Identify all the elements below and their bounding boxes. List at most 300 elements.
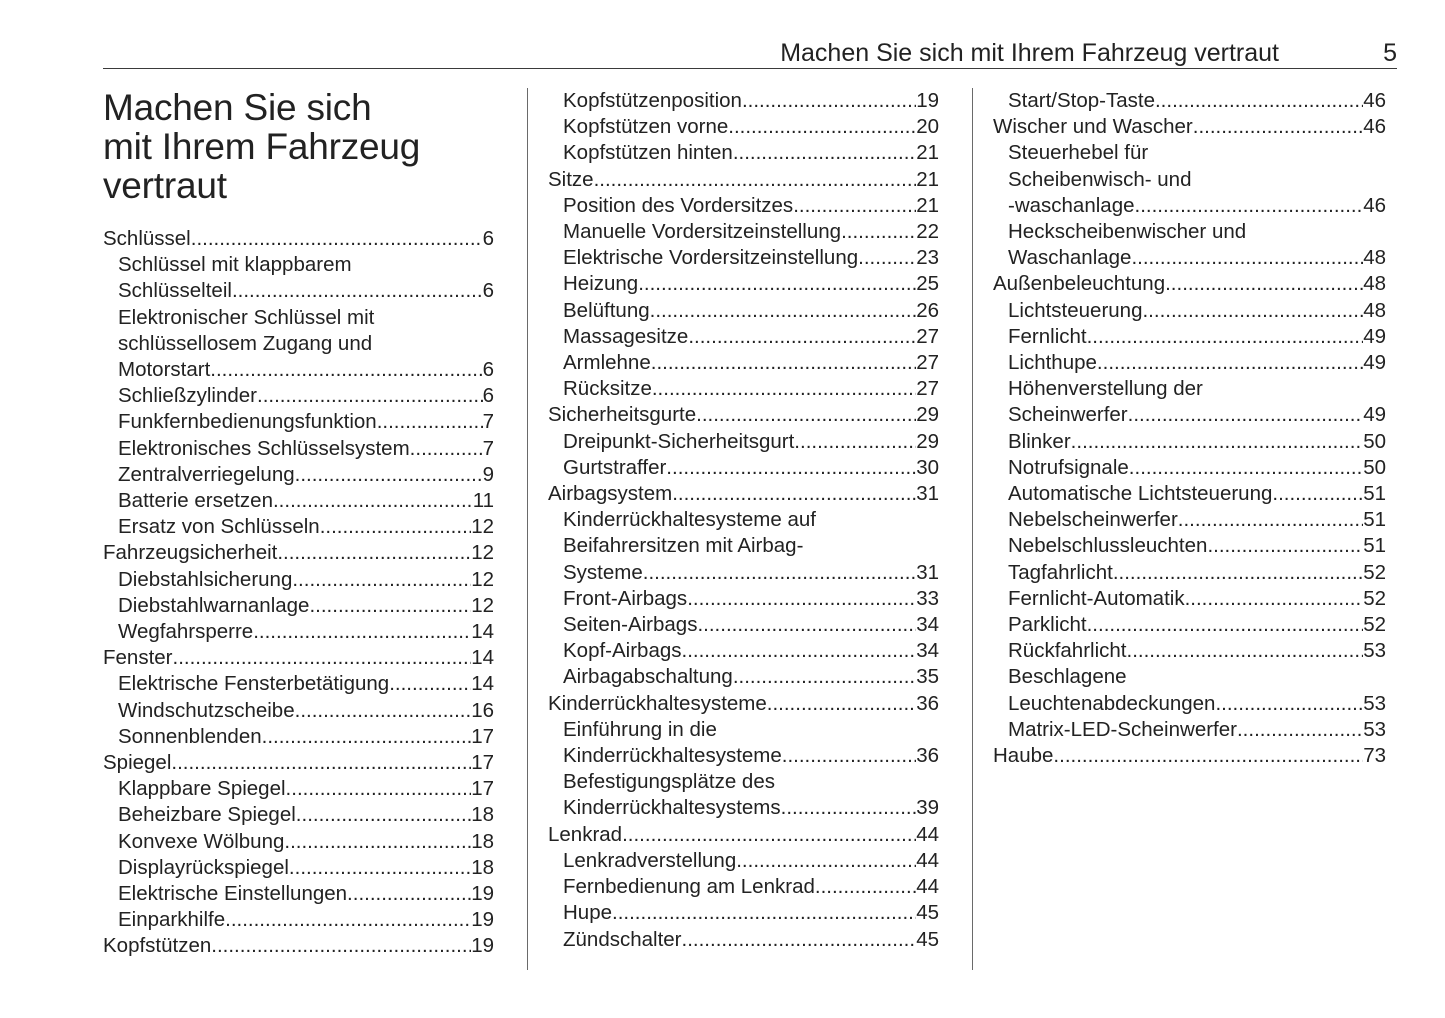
toc-page-number: 52 (1363, 586, 1386, 610)
dot-leader (1237, 717, 1363, 743)
dot-leader (638, 271, 916, 297)
toc-page-number: 18 (471, 855, 494, 879)
toc-page-number: 18 (471, 829, 494, 853)
dot-leader (1178, 507, 1363, 533)
toc-entry-line (118, 462, 494, 488)
toc-page-number: 49 (1363, 351, 1386, 375)
toc-page-number: 34 (916, 613, 939, 637)
toc-subsection-entry[interactable] (548, 88, 939, 114)
dot-leader (651, 350, 916, 376)
toc-subsection-entry[interactable] (103, 776, 494, 802)
toc-entry-line (563, 350, 939, 376)
toc-list (103, 226, 494, 960)
toc-page-number: 50 (1363, 429, 1386, 453)
toc-list (993, 88, 1386, 769)
toc-entry-line (1008, 88, 1386, 114)
toc-page-number: 11 (472, 489, 494, 513)
dot-leader (1128, 402, 1364, 428)
toc-entry-text: Klappbare Spiegel (118, 777, 286, 801)
toc-entry-text: Rückfahrlicht (1008, 639, 1127, 663)
dot-leader (347, 881, 471, 907)
dot-leader (257, 383, 483, 409)
toc-subsection-entry[interactable] (548, 848, 939, 874)
toc-entry-text: Gurtstraffer (563, 455, 667, 479)
toc-entry-line (548, 691, 939, 717)
toc-section-entry[interactable] (993, 114, 1386, 140)
toc-entry-text: Notrufsignale (1008, 455, 1129, 479)
toc-entry-text: Beheizbare Spiegel (118, 803, 296, 827)
toc-page-number: 36 (916, 744, 939, 768)
toc-entry-text: Elektrische Vordersitzeinstellung (563, 246, 859, 270)
dot-leader (733, 664, 916, 690)
toc-subsection-entry[interactable] (993, 533, 1386, 559)
toc-section-entry[interactable] (548, 691, 939, 717)
dot-leader (1097, 350, 1363, 376)
toc-page-number: 49 (1363, 403, 1386, 427)
toc-entry-text: Lichthupe (1008, 351, 1097, 375)
column-divider (527, 88, 528, 970)
toc-entry-text: Hupe (563, 901, 613, 925)
toc-entry-line (103, 540, 494, 566)
toc-entry-text: Funkfernbedienungsfunktion (118, 410, 377, 434)
toc-entry-line (563, 245, 939, 271)
toc-column-1 (103, 88, 494, 960)
toc-subsection-entry[interactable] (103, 855, 494, 881)
toc-subsection-entry[interactable] (103, 593, 494, 619)
toc-entry-text: Front-Airbags (563, 586, 688, 610)
toc-subsection-entry[interactable] (993, 560, 1386, 586)
toc-subsection-entry[interactable] (103, 514, 494, 540)
toc-entry-line (118, 829, 494, 855)
toc-subsection-entry[interactable] (548, 376, 939, 402)
toc-entry-text: Schließzylinder (118, 384, 257, 408)
toc-entry-text: Schlüsselteil (118, 279, 232, 303)
toc-entry-line (118, 698, 494, 724)
toc-subsection-entry[interactable] (993, 586, 1386, 612)
toc-entry-text: schlüssellosem Zugang und (118, 331, 373, 355)
toc-subsection-entry[interactable] (103, 724, 494, 750)
toc-entry-line (563, 219, 939, 245)
toc-entry-text: Sitze (548, 167, 594, 191)
toc-list (548, 88, 939, 953)
toc-entry-line (1008, 638, 1386, 664)
toc-page-number: 53 (1363, 639, 1386, 663)
toc-subsection-entry[interactable] (548, 769, 939, 821)
toc-subsection-entry[interactable] (993, 638, 1386, 664)
toc-entry-line (1008, 691, 1386, 717)
toc-entry-text: Scheinwerfer (1008, 403, 1128, 427)
toc-subsection-entry[interactable] (103, 881, 494, 907)
dot-leader (191, 226, 483, 252)
dot-leader (697, 612, 916, 638)
toc-section-entry[interactable] (103, 933, 494, 959)
toc-entry-line (563, 586, 939, 612)
dot-leader (296, 802, 471, 828)
toc-page-number: 19 (471, 934, 494, 958)
toc-section-entry[interactable] (103, 645, 494, 671)
toc-subsection-entry[interactable] (548, 927, 939, 953)
dot-leader (682, 927, 917, 953)
toc-entry-text: Diebstahlwarnanlage (118, 593, 310, 617)
toc-page-number: 51 (1363, 534, 1386, 558)
dot-leader (728, 114, 916, 140)
toc-subsection-entry[interactable] (548, 298, 939, 324)
toc-entry-line (103, 226, 494, 252)
toc-section-entry[interactable] (548, 481, 939, 507)
toc-subsection-entry[interactable] (103, 671, 494, 697)
toc-page-number: 45 (916, 901, 939, 925)
toc-page-number: 21 (916, 141, 939, 165)
dot-leader (289, 855, 471, 881)
toc-entry-text: Seiten-Airbags (563, 613, 698, 637)
toc-entry-text: Fenster (103, 646, 173, 670)
toc-entry-text: Haube (993, 744, 1054, 768)
toc-entry-line (563, 664, 939, 690)
dot-leader (1071, 429, 1364, 455)
toc-page-number: 17 (471, 777, 494, 801)
toc-entry-line (993, 743, 1386, 769)
dot-leader (389, 671, 471, 697)
toc-subsection-entry[interactable] (103, 619, 494, 645)
toc-entry-text: Massagesitze (563, 324, 689, 348)
dot-leader (782, 743, 916, 769)
toc-page-number: 44 (916, 875, 939, 899)
toc-entry-line (548, 167, 939, 193)
toc-page-number: 48 (1363, 246, 1386, 270)
toc-section-entry[interactable] (993, 271, 1386, 297)
toc-subsection-entry[interactable] (103, 383, 494, 409)
toc-subsection-entry[interactable] (103, 829, 494, 855)
toc-subsection-entry[interactable] (993, 324, 1386, 350)
dot-leader (688, 324, 916, 350)
toc-entry-text: Ersatz von Schlüsseln (118, 515, 320, 539)
toc-entry-text: Lichtsteuerung (1008, 298, 1143, 322)
toc-subsection-entry[interactable] (103, 802, 494, 828)
toc-page-number: 29 (916, 403, 939, 427)
toc-page-number: 46 (1363, 115, 1386, 139)
toc-entry-line (563, 114, 939, 140)
toc-page-number: 31 (916, 560, 939, 584)
toc-entry-line (118, 907, 494, 933)
toc-section-entry[interactable] (993, 743, 1386, 769)
toc-entry-line (548, 481, 939, 507)
toc-subsection-entry[interactable] (993, 219, 1386, 271)
toc-entry-text: Heckscheibenwischer und (1008, 220, 1247, 244)
toc-entry-line (118, 802, 494, 828)
toc-page-number: 17 (471, 724, 494, 748)
toc-entry-text: Motorstart (118, 358, 211, 382)
toc-entry-line (563, 560, 939, 586)
dot-leader (682, 638, 917, 664)
toc-entry-line (993, 114, 1386, 140)
toc-subsection-entry[interactable] (993, 481, 1386, 507)
toc-section-entry[interactable] (548, 402, 939, 428)
toc-entry-line (563, 927, 939, 953)
dot-leader (650, 298, 917, 324)
toc-entry-line (563, 298, 939, 324)
toc-page-number: 6 (482, 384, 494, 408)
toc-entry-text: Kinderrückhaltesysteme auf (563, 508, 816, 532)
toc-entry-text: Armlehne (563, 351, 651, 375)
dot-leader (1135, 193, 1364, 219)
toc-entry-text: Sonnenblenden (118, 724, 262, 748)
toc-page-number: 7 (482, 410, 494, 434)
toc-section-entry[interactable] (103, 750, 494, 776)
dot-leader (277, 540, 471, 566)
dot-leader (794, 429, 916, 455)
dot-leader (622, 822, 916, 848)
toc-page-number: 12 (471, 515, 494, 539)
toc-entry-text: Dreipunkt-Sicherheitsgurt (563, 429, 795, 453)
toc-entry-text: Displayrückspiegel (118, 855, 289, 879)
toc-section-entry[interactable] (548, 167, 939, 193)
dot-leader (612, 900, 916, 926)
dot-leader (295, 698, 472, 724)
toc-page-number: 31 (916, 482, 939, 506)
toc-subsection-entry[interactable] (103, 436, 494, 462)
toc-entry-line (118, 619, 494, 645)
toc-entry-line (118, 488, 494, 514)
toc-subsection-entry[interactable] (993, 298, 1386, 324)
toc-subsection-entry[interactable] (548, 507, 939, 586)
toc-entry-text: Airbagsystem (548, 482, 673, 506)
toc-entry-line (103, 645, 494, 671)
dot-leader (211, 933, 471, 959)
toc-page-number: 19 (471, 908, 494, 932)
chapter-title-line: Machen Sie sich (103, 87, 372, 128)
toc-page-number: 12 (471, 567, 494, 591)
toc-entry-text: Kopfstützen vorne (563, 115, 729, 139)
toc-entry-line (563, 455, 939, 481)
dot-leader (309, 593, 471, 619)
dot-leader (410, 436, 483, 462)
toc-entry-line (993, 271, 1386, 297)
toc-subsection-entry[interactable] (103, 567, 494, 593)
running-header (103, 38, 1397, 69)
toc-subsection-entry[interactable] (993, 455, 1386, 481)
toc-entry-line (563, 140, 939, 166)
dot-leader (1127, 638, 1364, 664)
toc-page-number: 49 (1363, 324, 1386, 348)
toc-subsection-entry[interactable] (548, 586, 939, 612)
toc-subsection-entry[interactable] (548, 664, 939, 690)
toc-subsection-entry[interactable] (993, 88, 1386, 114)
toc-section-entry[interactable] (548, 822, 939, 848)
toc-subsection-entry[interactable] (103, 305, 494, 384)
toc-entry-text: Windschutzscheibe (118, 698, 295, 722)
toc-page-number: 52 (1363, 613, 1386, 637)
toc-subsection-entry[interactable] (993, 376, 1386, 428)
toc-page-number: 6 (482, 358, 494, 382)
toc-page-number: 51 (1363, 482, 1386, 506)
toc-entry-line (1008, 481, 1386, 507)
toc-entry-line (118, 409, 494, 435)
toc-page-number: 34 (916, 639, 939, 663)
toc-entry-text: Nebelscheinwerfer (1008, 508, 1178, 532)
toc-entry-text: Kinderrückhaltesysteme (563, 744, 782, 768)
toc-page-number: 53 (1363, 717, 1386, 741)
toc-column-2 (548, 88, 939, 953)
toc-entry-text: Zündschalter (563, 927, 682, 951)
toc-entry-text: Elektrische Fensterbetätigung (118, 672, 390, 696)
toc-entry-text: Manuelle Vordersitzeinstellung (563, 220, 842, 244)
toc-page-number: 14 (471, 646, 494, 670)
toc-entry-line (118, 593, 494, 619)
toc-subsection-entry[interactable] (993, 350, 1386, 376)
dot-leader (1185, 586, 1364, 612)
dot-leader (643, 560, 916, 586)
toc-subsection-entry[interactable] (103, 462, 494, 488)
toc-entry-line (103, 750, 494, 776)
toc-entry-line (1008, 298, 1386, 324)
toc-subsection-entry[interactable] (103, 907, 494, 933)
dot-leader (320, 514, 472, 540)
toc-entry-text: Systeme (563, 560, 643, 584)
toc-entry-text: Kopfstützen (103, 934, 212, 958)
toc-entry-text: Batterie ersetzen (118, 489, 273, 513)
chapter-title (103, 88, 494, 205)
toc-entry-text: Matrix-LED-Scheinwerfer (1008, 717, 1237, 741)
toc-entry-line (563, 376, 939, 402)
toc-entry-text: Heizung (563, 272, 639, 296)
toc-entry-line (1008, 193, 1386, 219)
toc-page-number: 19 (916, 89, 939, 112)
toc-subsection-entry[interactable] (548, 717, 939, 769)
toc-entry-line (118, 671, 494, 697)
dot-leader (858, 245, 916, 271)
toc-subsection-entry[interactable] (548, 114, 939, 140)
toc-entry-line (563, 193, 939, 219)
column-divider (972, 88, 973, 970)
dot-leader (1129, 455, 1363, 481)
toc-entry-line (1008, 586, 1386, 612)
toc-page-number: 52 (1363, 560, 1386, 584)
toc-entry-line (118, 855, 494, 881)
toc-entry-text: Automatische Lichtsteuerung (1008, 482, 1273, 506)
toc-page-number: 27 (916, 351, 939, 375)
toc-page-number: 25 (916, 272, 939, 296)
toc-entry-text: Lenkradverstellung (563, 848, 737, 872)
toc-entry-line (1008, 612, 1386, 638)
toc-entry-line (118, 514, 494, 540)
dot-leader (793, 193, 916, 219)
toc-section-entry[interactable] (103, 540, 494, 566)
dot-leader (652, 376, 916, 402)
toc-subsection-entry[interactable] (993, 717, 1386, 743)
toc-page-number: 46 (1363, 89, 1386, 112)
toc-entry-line (1008, 560, 1386, 586)
toc-page-number: 48 (1363, 298, 1386, 322)
dot-leader (173, 645, 472, 671)
toc-entry-text: Belüftung (563, 298, 650, 322)
toc-entry-line (1008, 429, 1386, 455)
toc-entry-text: Konvexe Wölbung (118, 829, 285, 853)
toc-entry-text: Airbagabschaltung (563, 665, 733, 689)
toc-page-number: 21 (916, 167, 939, 191)
toc-subsection-entry[interactable] (103, 409, 494, 435)
toc-subsection-entry[interactable] (548, 900, 939, 926)
toc-entry-text: Schlüssel mit klappbarem (118, 253, 352, 277)
toc-entry-line (563, 429, 939, 455)
toc-subsection-entry[interactable] (993, 429, 1386, 455)
toc-entry-line (563, 900, 939, 926)
toc-page-number: 44 (916, 822, 939, 846)
toc-entry-text: Fernlicht (1008, 324, 1087, 348)
toc-entry-line (1008, 717, 1386, 743)
toc-entry-line (548, 402, 939, 428)
toc-entry-line (118, 436, 494, 462)
toc-subsection-entry[interactable] (993, 664, 1386, 716)
toc-page-number: 46 (1363, 193, 1386, 217)
toc-entry-text: Kinderrückhaltesysteme (548, 691, 767, 715)
toc-page-number: 48 (1363, 272, 1386, 296)
toc-subsection-entry[interactable] (548, 271, 939, 297)
toc-entry-line (1008, 245, 1386, 271)
toc-page-number: 27 (916, 324, 939, 348)
toc-subsection-entry[interactable] (548, 324, 939, 350)
toc-entry-line (118, 776, 494, 802)
toc-entry-line (563, 88, 939, 114)
toc-subsection-entry[interactable] (103, 252, 494, 304)
toc-entry-line (118, 278, 494, 304)
toc-subsection-entry[interactable] (548, 219, 939, 245)
toc-entry-line (1008, 533, 1386, 559)
dot-leader (815, 874, 916, 900)
toc-subsection-entry[interactable] (548, 638, 939, 664)
toc-entry-line (563, 795, 939, 821)
toc-entry-line (1008, 507, 1386, 533)
toc-entry-text: Steuerhebel für (1008, 141, 1149, 165)
dot-leader (295, 462, 483, 488)
toc-subsection-entry[interactable] (548, 193, 939, 219)
toc-subsection-entry[interactable] (103, 698, 494, 724)
toc-subsection-entry[interactable] (548, 874, 939, 900)
toc-subsection-entry[interactable] (548, 350, 939, 376)
toc-entry-line (563, 638, 939, 664)
toc-page-number: 73 (1363, 744, 1386, 768)
toc-entry-text: Befestigungsplätze des (563, 770, 775, 794)
toc-entry-text: Außenbeleuchtung (993, 272, 1166, 296)
toc-page-number: 45 (916, 927, 939, 951)
toc-page-number: 29 (916, 429, 939, 453)
toc-subsection-entry[interactable] (548, 429, 939, 455)
toc-entry-line (118, 357, 494, 383)
toc-page-number: 6 (482, 279, 494, 303)
toc-subsection-entry[interactable] (993, 612, 1386, 638)
toc-subsection-entry[interactable] (548, 455, 939, 481)
toc-subsection-entry[interactable] (103, 488, 494, 514)
toc-entry-text: Lenkrad (548, 822, 623, 846)
toc-section-entry[interactable] (103, 226, 494, 252)
toc-entry-text: Einführung in die (563, 717, 717, 741)
toc-subsection-entry[interactable] (548, 612, 939, 638)
toc-subsection-entry[interactable] (993, 140, 1386, 219)
toc-page-number: 16 (471, 698, 494, 722)
toc-subsection-entry[interactable] (993, 507, 1386, 533)
toc-entry-text: Beschlagene (1008, 665, 1127, 689)
toc-entry-text: Zentralverriegelung (118, 462, 295, 486)
toc-page-number: 44 (916, 848, 939, 872)
dot-leader (286, 776, 472, 802)
toc-subsection-entry[interactable] (548, 245, 939, 271)
dot-leader (733, 140, 916, 166)
toc-entry-line (118, 881, 494, 907)
toc-entry-text: Waschanlage (1008, 246, 1132, 270)
toc-entry-text: Leuchtenabdeckungen (1008, 691, 1216, 715)
toc-subsection-entry[interactable] (548, 140, 939, 166)
dot-leader (171, 750, 471, 776)
toc-entry-text: Kopfstützenposition (563, 89, 742, 112)
